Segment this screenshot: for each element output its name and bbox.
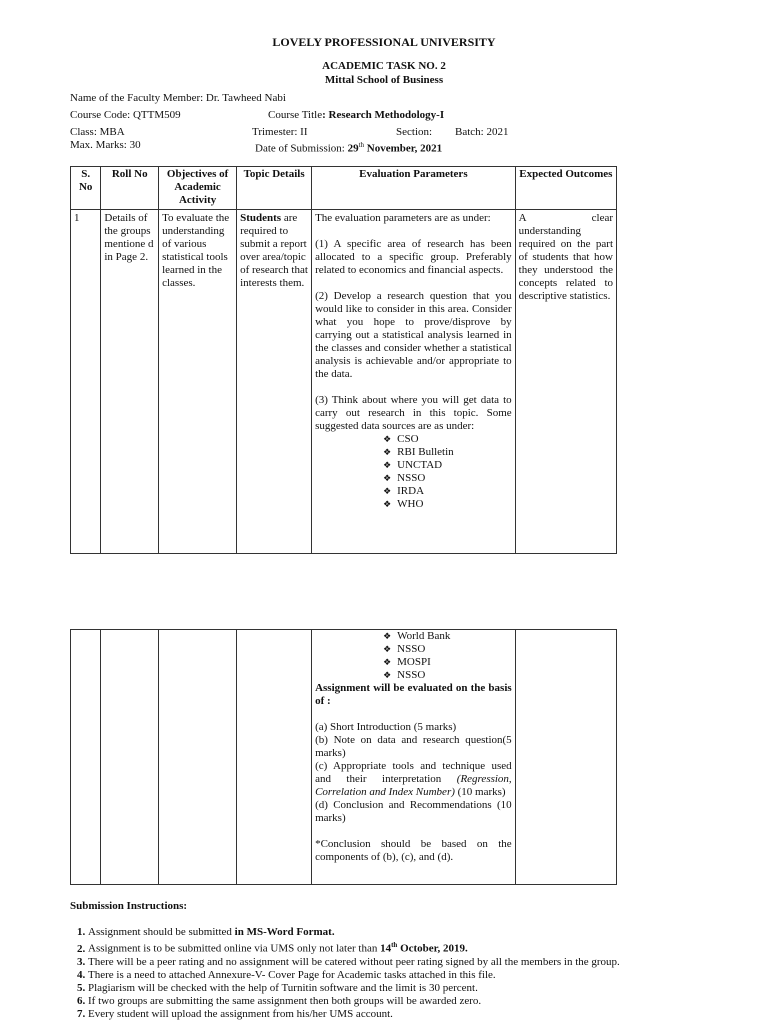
list-item: ❖ CSO (383, 433, 512, 446)
list-item: ❖ MOSPI (383, 656, 512, 669)
criteria-c-marks: (10 marks) (454, 786, 506, 798)
list-item (88, 939, 768, 956)
list-item: ❖ NSSO (383, 669, 512, 682)
cell-empty (237, 630, 312, 885)
list-item: ❖ IRDA (383, 485, 512, 498)
task-title: ACADEMIC TASK NO. 2 (322, 60, 446, 72)
cell-objectives: To evaluate the understanding of various statistical tools learned in the classes. (159, 210, 237, 554)
trimester-label: Trimester: II (252, 126, 308, 138)
table-row (71, 210, 617, 554)
cell-evaluation-continued (312, 630, 516, 885)
task-table-page2 (70, 629, 617, 885)
submission-day: 29 (347, 142, 359, 155)
col-header-objectives: Objectives of Academic Activity (159, 167, 237, 210)
cell-sno: 1 (71, 210, 101, 554)
cell-empty (515, 630, 616, 885)
batch-label: Batch: 2021 (455, 126, 509, 138)
submission-date-label: Date of Submission: (255, 142, 348, 155)
list-item: ❖ World Bank (383, 630, 512, 643)
list-item: ❖ NSSO (383, 643, 512, 656)
basis-heading: Assignment will be evaluated on the basis of : (315, 682, 512, 707)
course-title-value: : Research Methodology-I (322, 109, 445, 121)
list-item: 3. There will be a peer rating and no assignment will be catered without peer rating signed by all the members in the group. (88, 956, 768, 969)
eval-intro: The evaluation parameters are as under: (315, 212, 491, 224)
col-header-topic: Topic Details (237, 167, 312, 210)
course-title (268, 109, 444, 122)
instr-1-text: Assignment should be submitted (88, 926, 235, 938)
list-item: 5. Plagiarism will be checked with the help of Turnitin software and the limit is 30 percent. (88, 982, 768, 995)
col-header-evaluation: Evaluation Parameters (312, 167, 516, 210)
cell-roll: Details of the groups mentione d in Page 2. (101, 210, 159, 554)
conclusion-note: *Conclusion should be based on the components of (b), (c), and (d). (315, 838, 512, 863)
submission-month-year: November, 2021 (364, 142, 443, 155)
col-header-outcomes: Expected Outcomes (515, 167, 616, 210)
cell-empty (159, 630, 237, 885)
submission-sup: th (358, 141, 365, 149)
instr-1-bold: in MS-Word Format. (234, 926, 335, 938)
list-item: ❖ WHO (383, 498, 512, 511)
table-row (71, 630, 617, 885)
task-table-page1 (70, 166, 617, 554)
cell-outcomes: A clear understanding required on the part of students that how they understood the concepts related to descriptive statistics. (515, 210, 616, 554)
eval-point-2: (2) Develop a research question that you would like to consider in this area. Consider what you hope to prove/disprove by carrying out a statistical analysis learned in the classes and consider whether a statistical analysis is achievable and/or appropriate to the data. (315, 290, 512, 380)
class-label: Class: MBA (70, 126, 125, 138)
list-item: ❖ RBI Bulletin (383, 446, 512, 459)
school-name: Mittal School of Business (324, 74, 444, 86)
criteria-c (315, 760, 512, 799)
criteria-d: (d) Conclusion and Recommendations (10 marks) (315, 799, 512, 824)
eval-point-3: (3) Think about where you will get data to carry out research in this topic. Some suggested data sources are as under: (315, 394, 512, 432)
col-header-sno: S. No (71, 167, 101, 210)
submission-instructions-list (70, 926, 768, 1021)
list-item: 6. If two groups are submitting the same assignment then both groups will be awarded zero. (88, 995, 768, 1008)
criteria-a: (a) Short Introduction (5 marks) (315, 721, 457, 733)
section-label: Section: (396, 126, 433, 138)
sources-list-continued (315, 630, 512, 682)
instr-2-date: October, 2019. (397, 942, 468, 955)
submission-heading: Submission Instructions: (70, 900, 188, 912)
instr-2-text: Assignment is to be submitted online via UMS only not later than (88, 942, 381, 955)
topic-rest: are required to submit a report over area/topic of research that interests them. (240, 212, 308, 289)
topic-bold: Students (240, 212, 282, 224)
university-title: LOVELY PROFESSIONAL UNIVERSITY (272, 35, 496, 49)
cell-evaluation (312, 210, 516, 554)
submission-date (255, 139, 442, 156)
eval-point-1: (1) A specific area of research has been allocated to a specific group. Preferably related to economics and financial aspects. (315, 238, 512, 276)
instr-2-sup: th (391, 941, 398, 949)
criteria-c-italic: (Regression, Correlation and Index Number) (315, 773, 512, 798)
faculty-name: Name of the Faculty Member: Dr. Tawheed Nabi (70, 92, 286, 104)
list-item: ❖ UNCTAD (383, 459, 512, 472)
cell-topic (237, 210, 312, 554)
max-marks: Max. Marks: 30 (70, 139, 141, 151)
criteria-c-text: (c) Appropriate tools and technique used and their interpretation (315, 760, 512, 785)
list-item (88, 926, 768, 939)
course-title-label: Course Title (268, 109, 323, 121)
col-header-rollno: Roll No (101, 167, 159, 210)
instr-2-day: 14 (380, 942, 392, 955)
list-item: ❖ NSSO (383, 472, 512, 485)
criteria-b: (b) Note on data and research question(5 marks) (315, 734, 512, 759)
list-item: 4. There is a need to attached Annexure-V- Cover Page for Academic tasks attached in this file. (88, 969, 768, 982)
list-item: 7. Every student will upload the assignment from his/her UMS account. (88, 1008, 768, 1021)
table-header-row (71, 167, 617, 210)
cell-empty (101, 630, 159, 885)
course-code: Course Code: QTTM509 (70, 109, 181, 121)
cell-empty (71, 630, 101, 885)
sources-list (315, 433, 512, 511)
